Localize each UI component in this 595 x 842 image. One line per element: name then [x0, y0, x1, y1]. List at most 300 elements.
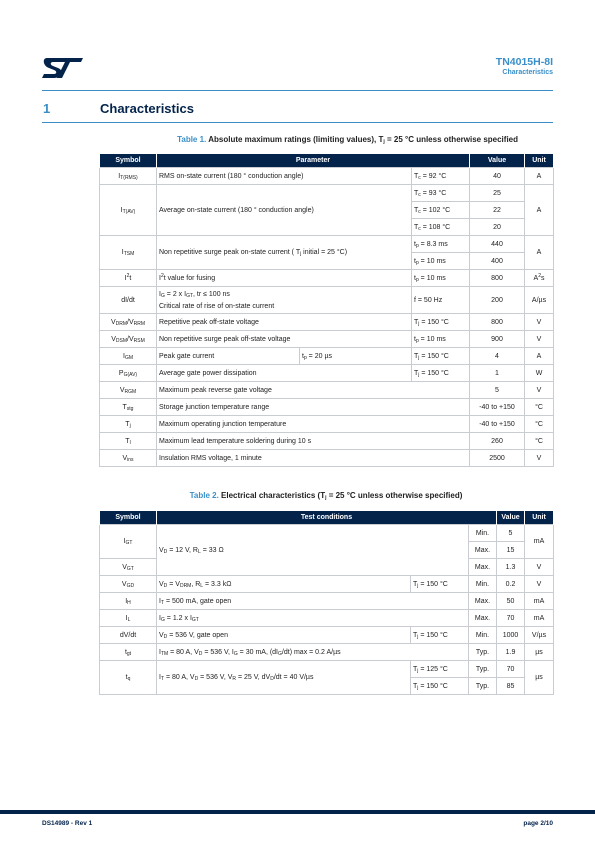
cell-text: = 8.3 ms	[418, 240, 448, 248]
table-cell: Min.	[469, 627, 497, 644]
table-cell: °C	[525, 416, 554, 433]
table-cell: °C	[525, 399, 554, 416]
cell-text: D	[163, 548, 168, 555]
table-cell	[412, 202, 470, 219]
table-row	[100, 270, 554, 287]
cell-text: t	[414, 274, 416, 282]
table-cell: f = 50 Hz	[412, 287, 470, 314]
table-cell: A	[525, 168, 554, 185]
cell-text: p	[415, 242, 419, 249]
cell-text: = 1.2 x I	[164, 614, 192, 622]
cell-text: c	[418, 191, 421, 198]
cell-text: DRM	[179, 582, 192, 589]
table-cell	[157, 610, 469, 627]
cell-text: A	[533, 274, 539, 282]
table-cell: dV/dt	[100, 627, 157, 644]
st-logo	[41, 56, 85, 80]
table-cell: 800	[470, 314, 525, 331]
cell-text: c	[418, 225, 421, 232]
document-revision: DS14989 - Rev 1	[42, 820, 93, 827]
table-cell	[100, 382, 157, 399]
section-divider	[42, 122, 553, 123]
cell-text: 2	[126, 272, 130, 279]
cell-text: T	[414, 172, 419, 180]
table-cell	[412, 270, 470, 287]
table-cell	[157, 644, 469, 661]
cell-text: T	[414, 352, 419, 360]
cell-text: c	[418, 208, 421, 215]
cell-text: l	[129, 439, 131, 446]
table-cell: °C	[525, 433, 554, 450]
section-number: 1	[43, 101, 51, 116]
column-header: Value	[470, 154, 525, 168]
cell-text: j	[417, 633, 419, 640]
cell-text: G	[160, 292, 165, 299]
document-section: Characteristics	[502, 69, 553, 76]
footer-band	[0, 810, 595, 814]
table-cell: A	[525, 185, 554, 236]
table-cell: 900	[470, 331, 525, 348]
table-cell: 5	[497, 525, 525, 542]
cell-text: j	[418, 320, 420, 327]
table-cell: V	[525, 576, 554, 593]
table-cell	[412, 168, 470, 185]
cell-text: = 150 °C	[418, 631, 448, 639]
table-row	[100, 365, 554, 382]
table-cell: 22	[470, 202, 525, 219]
table-cell: 40	[470, 168, 525, 185]
cell-text: RSM	[133, 337, 145, 344]
cell-text: t	[129, 274, 132, 282]
cell-text: t	[414, 335, 416, 343]
table-row	[100, 185, 554, 202]
cell-text: /dt = 40 V/µs	[273, 674, 314, 681]
cell-text: GT	[186, 292, 194, 299]
cell-text: s	[540, 274, 545, 282]
cell-text: p	[303, 354, 307, 361]
column-header: Symbol	[100, 154, 157, 168]
cell-text: I	[159, 274, 161, 282]
cell-text: = 150 °C	[418, 580, 448, 588]
section-title: Characteristics	[100, 101, 194, 116]
cell-text: I	[159, 674, 161, 681]
cell-text: T	[414, 318, 419, 326]
table-cell: Max.	[469, 542, 497, 559]
cell-text: V	[159, 580, 164, 588]
cell-text: j	[300, 251, 302, 257]
table-cell: Repetitive peak off-state voltage	[157, 314, 412, 331]
table-row	[100, 610, 554, 627]
cell-text: P	[118, 369, 124, 377]
cell-text: GT	[125, 540, 133, 546]
table-cell: V	[525, 559, 554, 576]
table-cell	[525, 270, 554, 287]
cell-text: j	[383, 139, 385, 145]
document-title: TN4015H-8I	[495, 56, 553, 68]
cell-text: = 25 °C unless otherwise specified	[384, 135, 518, 144]
table-cell	[100, 644, 157, 661]
table-cell	[157, 593, 469, 610]
cell-text: T	[160, 676, 165, 682]
table-cell: 1.9	[497, 644, 525, 661]
cell-text: D	[198, 650, 203, 657]
table-cell	[157, 576, 411, 593]
table-cell: 1	[470, 365, 525, 382]
cell-text: p	[415, 259, 419, 266]
cell-text: q	[127, 676, 131, 682]
table-header-row	[100, 154, 554, 168]
cell-text: T	[413, 631, 418, 639]
table-cell: µs	[525, 644, 554, 661]
table-cell	[100, 593, 157, 610]
table-cell	[100, 168, 157, 185]
table-cell	[100, 365, 157, 382]
cell-text: I	[122, 352, 125, 360]
table-cell: -40 to +150	[470, 399, 525, 416]
cell-text: p	[415, 276, 419, 283]
table-cell: 440	[470, 236, 525, 253]
table-cell	[100, 331, 157, 348]
table-cell: Average gate power dissipation	[157, 365, 412, 382]
table-cell: Max.	[469, 610, 497, 627]
cell-text: I	[159, 648, 161, 656]
cell-text: Electrical characteristics (T	[221, 491, 326, 500]
table-cell	[100, 661, 157, 695]
table-cell: A	[525, 236, 554, 270]
cell-text: = 536 V, gate open	[167, 631, 228, 639]
cell-text: = 108 °C	[420, 223, 451, 231]
table-cell: V	[525, 450, 554, 467]
cell-text: V	[121, 580, 127, 588]
cell-text: T	[414, 223, 419, 231]
table-cell	[100, 450, 157, 467]
cell-text: G	[233, 650, 238, 657]
cell-text: t	[414, 240, 416, 248]
cell-text: = 30 mA, (dI	[237, 648, 279, 656]
table-row	[100, 576, 554, 593]
cell-text: DSM	[115, 337, 128, 344]
cell-text: = 33 Ω	[200, 546, 224, 554]
absolute-maximum-ratings-table	[99, 153, 554, 467]
table-cell: V	[525, 331, 554, 348]
table-cell	[100, 270, 157, 287]
table-cell	[100, 185, 157, 236]
cell-text: = V	[167, 580, 180, 588]
table-cell: Insulation RMS voltage, 1 minute	[157, 450, 470, 467]
cell-text: = 2 x I	[164, 290, 187, 298]
table-cell: Maximum operating junction temperature	[157, 416, 470, 433]
table-cell: 50	[497, 593, 525, 610]
table-row	[100, 348, 554, 365]
cell-text: L	[127, 616, 131, 623]
cell-text: t	[124, 648, 127, 656]
table-cell: 1000	[497, 627, 525, 644]
cell-text: T	[125, 437, 130, 445]
cell-text: D	[270, 676, 274, 682]
cell-text: = 536 V, V	[198, 674, 233, 681]
table-cell: 5	[470, 382, 525, 399]
table-cell: Maximum peak reverse gate voltage	[157, 382, 470, 399]
cell-text: L	[197, 548, 201, 555]
cell-text: T	[413, 580, 418, 588]
cell-text: V	[122, 454, 128, 462]
electrical-characteristics-table	[99, 510, 554, 695]
cell-text: Table 1.	[177, 135, 207, 144]
cell-text: I	[125, 614, 128, 622]
table-cell: 20	[470, 219, 525, 236]
column-header: Unit	[525, 154, 554, 168]
table-cell: 70	[497, 610, 525, 627]
cell-text: V	[110, 318, 116, 326]
table-cell	[412, 185, 470, 202]
table-row	[100, 287, 554, 314]
cell-text: j	[325, 495, 327, 501]
table-cell: 85	[497, 678, 525, 695]
cell-text: G	[160, 616, 165, 623]
cell-text: I	[124, 274, 127, 282]
table-cell	[100, 399, 157, 416]
table-cell	[300, 348, 412, 365]
table-cell: 0.2	[497, 576, 525, 593]
cell-text: V	[111, 335, 116, 343]
cell-text: gt	[126, 650, 132, 657]
cell-text: T	[414, 206, 419, 214]
table-cell	[157, 236, 412, 270]
cell-text: = 10 ms	[418, 274, 446, 282]
cell-text: T	[414, 189, 419, 197]
table-row	[100, 168, 554, 185]
table-cell: V/µs	[525, 627, 554, 644]
cell-text: stg	[126, 405, 134, 412]
cell-text: DRM	[115, 320, 128, 327]
table-cell: 70	[497, 661, 525, 678]
table1-caption	[100, 135, 552, 144]
cell-text: /V	[127, 318, 134, 326]
table-row	[100, 236, 554, 253]
table-cell: V	[525, 314, 554, 331]
column-header: Test conditions	[157, 511, 497, 525]
table-cell: 1.3	[497, 559, 525, 576]
table-cell	[411, 678, 469, 695]
table-cell	[412, 236, 470, 253]
table-cell: dI/dt	[100, 287, 157, 314]
cell-text: I	[123, 538, 126, 545]
table-row	[100, 331, 554, 348]
header-divider	[42, 90, 553, 91]
table-cell: mA	[525, 610, 554, 627]
cell-text: I	[121, 249, 124, 256]
cell-text: = 25 °C unless otherwise specified)	[326, 491, 463, 500]
cell-text: Table 2.	[189, 491, 219, 500]
column-header: Parameter	[157, 154, 470, 168]
cell-text: V	[159, 631, 164, 639]
table-cell: Maximum lead temperature soldering during 10 s	[157, 433, 470, 450]
cell-text: G	[278, 650, 282, 657]
table-cell: 15	[497, 542, 525, 559]
table-row	[100, 314, 554, 331]
table-cell: 25	[470, 185, 525, 202]
cell-text: = 150 °C	[419, 318, 449, 326]
cell-text: 2	[160, 272, 164, 279]
cell-text: V	[122, 563, 127, 571]
cell-text: Critical rate of rise of on-state current	[159, 302, 275, 310]
cell-text: D	[163, 582, 168, 589]
cell-text: j	[129, 422, 131, 429]
cell-text: j	[417, 684, 419, 691]
table-cell: mA	[525, 593, 554, 610]
cell-text: = 12 V, R	[167, 546, 198, 554]
cell-text	[159, 290, 409, 299]
table-cell: RMS on-state current (180 ° conduction angle)	[157, 168, 412, 185]
table-row	[100, 627, 554, 644]
cell-text: I	[120, 206, 123, 214]
cell-text: T	[125, 420, 130, 428]
cell-text: T	[122, 403, 127, 411]
cell-text: = 102 °C	[420, 206, 451, 214]
cell-text: D	[163, 633, 168, 640]
column-header: Symbol	[100, 511, 157, 525]
table-cell	[412, 219, 470, 236]
cell-text: T(RMS)	[120, 174, 138, 181]
table-cell: A	[525, 348, 554, 365]
cell-text: Absolute maximum ratings (limiting values), T	[208, 135, 384, 144]
table-row	[100, 399, 554, 416]
cell-text: /dt) max = 0.2 A/µs	[281, 648, 341, 656]
table-cell	[157, 627, 411, 644]
table-row	[100, 644, 554, 661]
table-cell: Storage junction temperature range	[157, 399, 470, 416]
cell-text: j	[418, 354, 420, 361]
cell-text: G(AV)	[123, 371, 138, 378]
table-cell	[100, 314, 157, 331]
cell-text: T	[414, 369, 419, 377]
cell-text: I	[159, 597, 161, 605]
table-cell	[100, 348, 157, 365]
cell-text: R	[232, 676, 237, 682]
table-cell: mA	[525, 525, 554, 559]
table-cell	[100, 525, 157, 559]
column-header: Value	[497, 511, 525, 525]
cell-text: = 10 ms	[418, 257, 446, 265]
cell-text: = 3.3 kΩ	[203, 580, 232, 588]
table-cell: Typ.	[469, 678, 497, 695]
table-row	[100, 593, 554, 610]
cell-text: , R	[191, 580, 201, 588]
cell-text: I	[159, 290, 161, 298]
cell-text: j	[418, 371, 420, 378]
cell-text: V	[119, 386, 125, 394]
table-cell	[100, 236, 157, 270]
cell-text: = 150 °C	[419, 352, 449, 360]
table-cell	[157, 287, 412, 314]
cell-text: = 20 µs	[306, 352, 332, 360]
column-header: Unit	[525, 511, 554, 525]
cell-text: = 92 °C	[420, 172, 447, 180]
cell-text: t	[125, 674, 128, 681]
table-cell	[100, 416, 157, 433]
table-cell: Non repetitive surge peak off-state voltage	[157, 331, 412, 348]
cell-text: T(AV)	[122, 208, 136, 215]
table-cell: Max.	[469, 559, 497, 576]
cell-text: I	[118, 172, 121, 180]
table-cell: Max.	[469, 593, 497, 610]
cell-text: = 150 °C	[419, 369, 449, 377]
table-cell: Min.	[469, 525, 497, 542]
cell-text: D	[194, 676, 199, 682]
cell-text: TM	[160, 650, 169, 657]
cell-text: T	[413, 682, 418, 690]
cell-text: GT	[126, 565, 134, 572]
cell-text: = 150 °C	[418, 682, 448, 690]
cell-text: p	[415, 337, 419, 344]
cell-text: = 25 V, dV	[236, 674, 271, 681]
table-cell	[411, 576, 469, 593]
table-cell: 400	[470, 253, 525, 270]
cell-text: /V	[127, 335, 134, 343]
table-cell	[100, 610, 157, 627]
table-cell	[100, 559, 157, 576]
table-row	[100, 433, 554, 450]
cell-text: I	[125, 597, 128, 605]
cell-text: V	[159, 546, 164, 554]
table-cell	[100, 433, 157, 450]
page-number: page 2/10	[523, 820, 553, 827]
cell-text: I	[159, 614, 161, 622]
cell-text: GT	[191, 616, 199, 623]
table-cell: Typ.	[469, 644, 497, 661]
table-cell: Peak gate current	[157, 348, 300, 365]
table-cell	[412, 253, 470, 270]
table-cell	[411, 627, 469, 644]
table-cell: Average on-state current (180 ° conduction angle)	[157, 185, 412, 236]
cell-text: = 80 A, V	[168, 648, 199, 656]
table-cell	[100, 576, 157, 593]
table-cell: 200	[470, 287, 525, 314]
table-row	[100, 416, 554, 433]
cell-text: = 10 ms	[418, 335, 446, 343]
cell-text: H	[127, 599, 131, 606]
table-cell: V	[525, 382, 554, 399]
cell-text: t	[414, 257, 416, 265]
cell-text: , tr ≤ 100 ns	[193, 290, 230, 298]
table-cell: 800	[470, 270, 525, 287]
table-cell: A/µs	[525, 287, 554, 314]
cell-text: t	[302, 352, 304, 360]
cell-text: = 125 °C	[418, 665, 448, 673]
cell-text: TSM	[123, 251, 135, 257]
cell-text: j	[417, 667, 419, 674]
cell-text: ins	[127, 456, 134, 463]
table-cell: 2500	[470, 450, 525, 467]
table-row	[100, 661, 554, 678]
cell-text: t value for fusing	[163, 274, 216, 282]
table-cell	[412, 365, 470, 382]
table-row	[100, 382, 554, 399]
table-row	[100, 450, 554, 467]
table-cell: Typ.	[469, 661, 497, 678]
cell-text: RGM	[124, 388, 137, 395]
cell-text: = 500 mA, gate open	[164, 597, 232, 605]
table-cell	[412, 314, 470, 331]
table-cell: µs	[525, 661, 554, 695]
cell-text: T	[160, 599, 165, 606]
cell-text: L	[200, 582, 204, 589]
table-cell: 4	[470, 348, 525, 365]
table-row	[100, 525, 554, 542]
cell-text: = 536 V, I	[202, 648, 234, 656]
cell-text: GD	[126, 582, 135, 589]
table-cell: -40 to +150	[470, 416, 525, 433]
